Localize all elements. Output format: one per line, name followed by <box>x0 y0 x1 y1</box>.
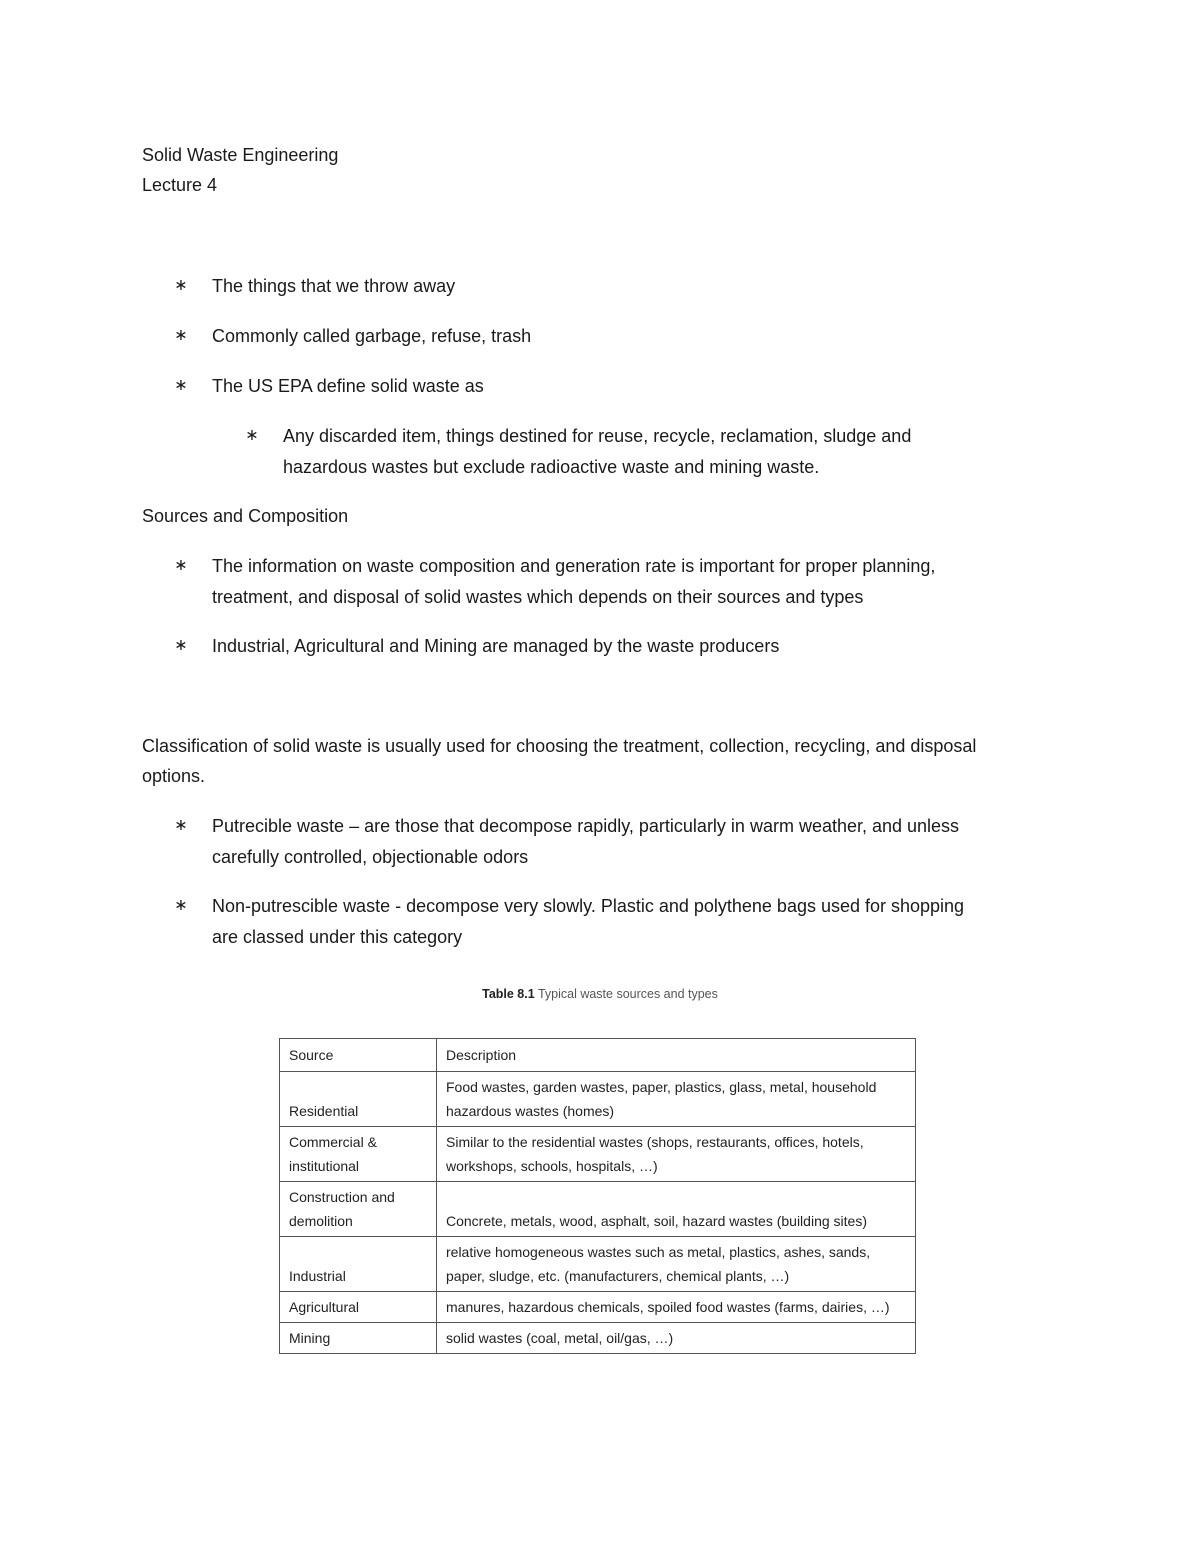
sources-bullet-1-line-1: The information on waste composition and generation rate is important for proper planning, <box>212 556 936 576</box>
sub-bullet-line-1: Any discarded item, things destined for reuse, recycle, reclamation, sludge and <box>283 426 912 446</box>
table-cell-source: Residential <box>280 1072 437 1127</box>
table-cell-description: Similar to the residential wastes (shops, restaurants, offices, hotels, workshops, schools, hospitals, …) <box>437 1127 916 1182</box>
table-cell-description: solid wastes (coal, metal, oil/gas, …) <box>437 1323 916 1354</box>
table-caption-label: Table 8.1 <box>482 987 535 1001</box>
table-row <box>280 1072 916 1127</box>
bullet-icon: ∗ <box>174 277 188 294</box>
sources-bullet-1-line-2: treatment, and disposal of solid wastes which depends on their sources and types <box>212 587 864 607</box>
bullet-icon: ∗ <box>174 637 188 654</box>
classification-para-line-1: Classification of solid waste is usually used for choosing the treatment, collection, recycling, and disposal <box>142 736 977 756</box>
putrescible-line-2: carefully controlled, objectionable odors <box>212 847 529 867</box>
table-cell-source: Industrial <box>280 1237 437 1292</box>
bullet-icon: ∗ <box>174 377 188 394</box>
table-row <box>280 1292 916 1323</box>
table-row <box>280 1237 916 1292</box>
table-cell-description: Food wastes, garden wastes, paper, plastics, glass, metal, household hazardous wastes (homes) <box>437 1072 916 1127</box>
bullet-icon: ∗ <box>174 897 188 914</box>
sources-heading: Sources and Composition <box>142 506 349 526</box>
putrescible-line-1: Putrecible waste – are those that decompose rapidly, particularly in warm weather, and unless <box>212 816 960 836</box>
non-putrescible-line-1: Non-putrescible waste - decompose very slowly. Plastic and polythene bags used for shopping <box>212 896 965 916</box>
bullet-icon: ∗ <box>174 327 188 344</box>
table-header-description: Description <box>437 1039 916 1072</box>
table-cell-description: relative homogeneous wastes such as metal, plastics, ashes, sands, paper, sludge, etc. (manufacturers, chemical plants, …) <box>437 1237 916 1292</box>
intro-bullet-3: The US EPA define solid waste as <box>212 376 484 396</box>
table-caption <box>0 987 1200 1001</box>
table-header-source: Source <box>280 1039 437 1072</box>
sub-bullet-line-2: hazardous wastes but exclude radioactive waste and mining waste. <box>283 457 820 477</box>
table-row <box>280 1323 916 1354</box>
non-putrescible-line-2: are classed under this category <box>212 927 463 947</box>
table-row <box>280 1182 916 1237</box>
table-cell-description: manures, hazardous chemicals, spoiled food wastes (farms, dairies, …) <box>437 1292 916 1323</box>
table-cell-source: Commercial & institutional <box>280 1127 437 1182</box>
bullet-icon: ∗ <box>174 817 188 834</box>
table-cell-source: Construction and demolition <box>280 1182 437 1237</box>
classification-para-line-2: options. <box>142 766 206 786</box>
table-caption-text: Typical waste sources and types <box>537 987 718 1001</box>
document-title: Solid Waste Engineering <box>142 145 339 165</box>
intro-bullet-1: The things that we throw away <box>212 276 456 296</box>
table-header-row <box>280 1039 916 1072</box>
sources-bullet-2: Industrial, Agricultural and Mining are managed by the waste producers <box>212 636 780 656</box>
table-row <box>280 1127 916 1182</box>
table-cell-description: Concrete, metals, wood, asphalt, soil, hazard wastes (building sites) <box>437 1182 916 1237</box>
table-cell-source: Agricultural <box>280 1292 437 1323</box>
sub-bullet-icon: ∗ <box>245 427 259 444</box>
intro-bullet-2: Commonly called garbage, refuse, trash <box>212 326 532 346</box>
lecture-number: Lecture 4 <box>142 175 218 195</box>
table-cell-source: Mining <box>280 1323 437 1354</box>
bullet-icon: ∗ <box>174 557 188 574</box>
waste-sources-table <box>279 1038 916 1354</box>
